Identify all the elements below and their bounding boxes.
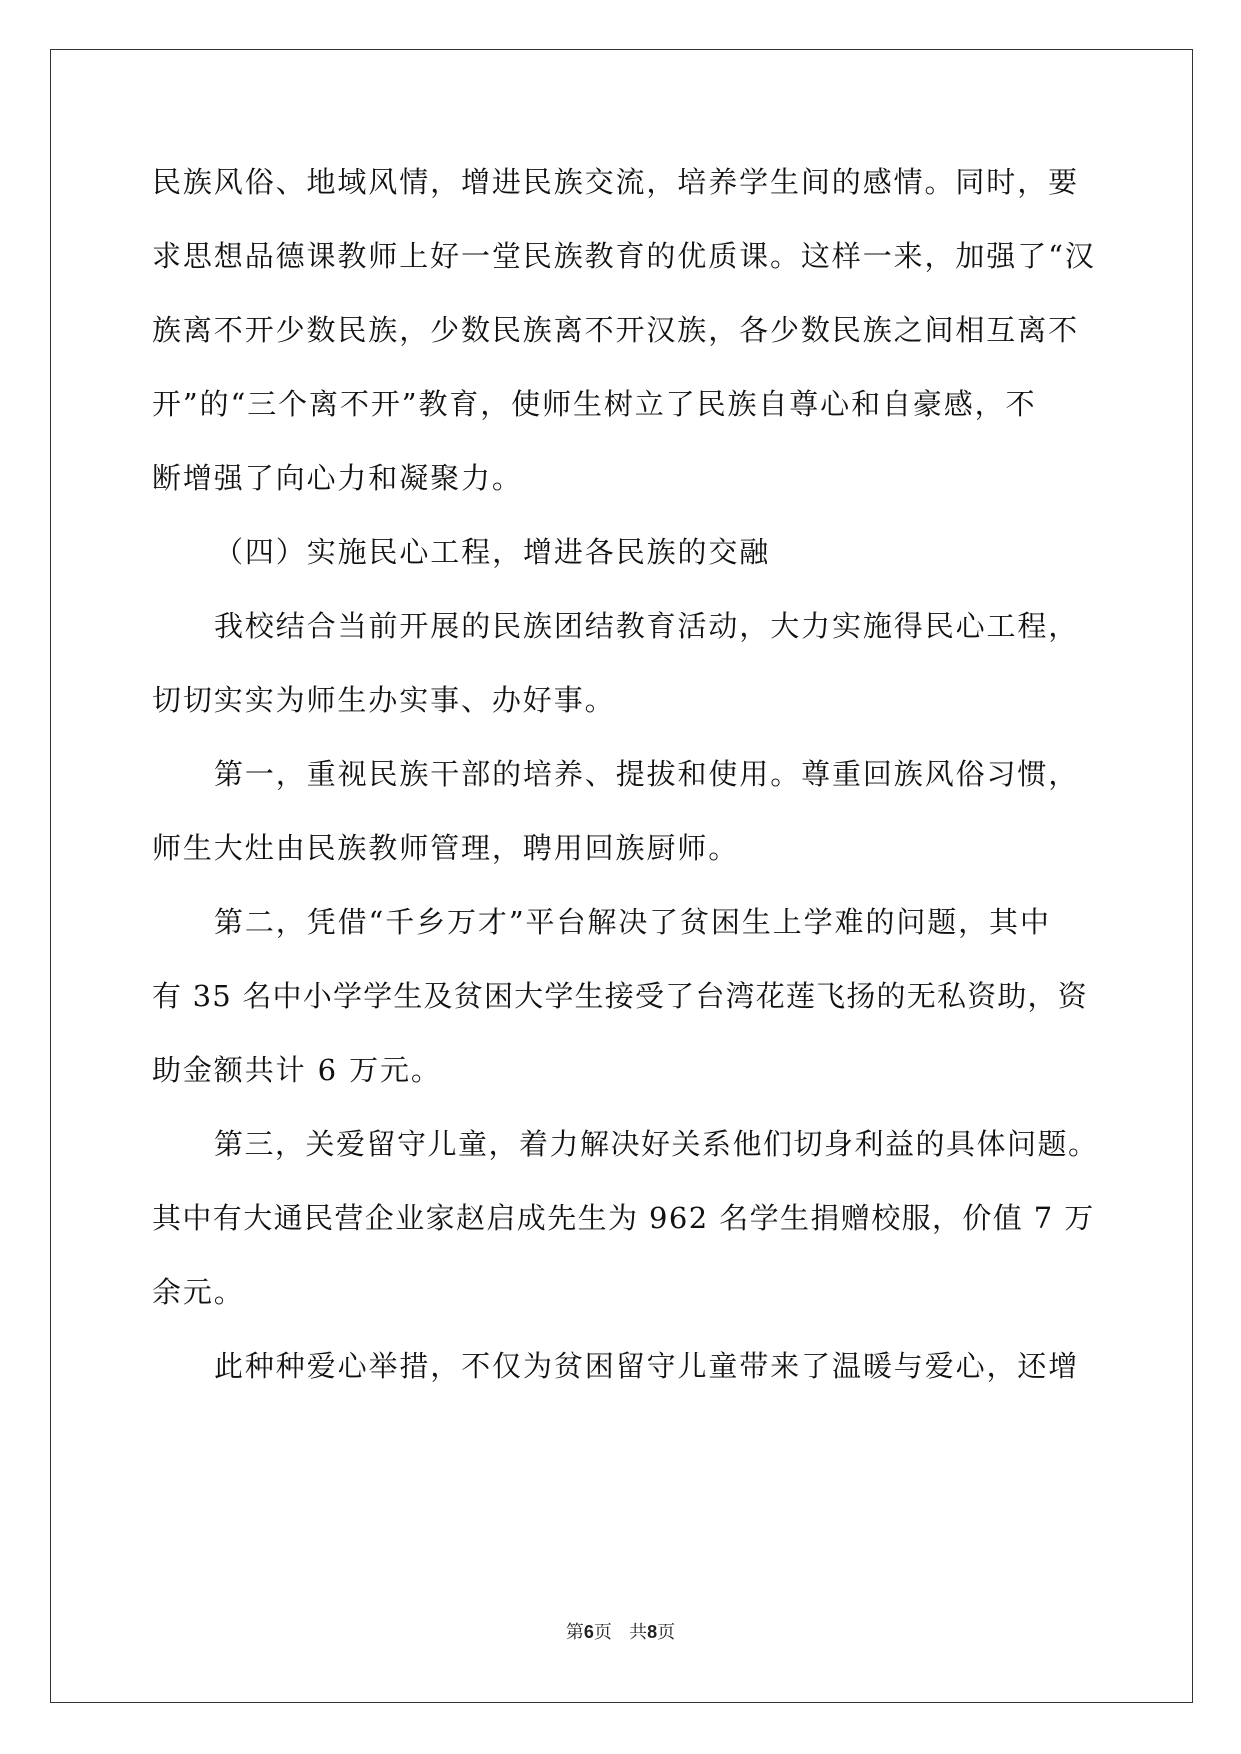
text-line: 求思想品德课教师上好一堂民族教育的优质课。这样一来，加强了“汉: [152, 239, 1096, 273]
section-heading: （四）实施民心工程，增进各民族的交融: [214, 535, 771, 569]
total-page-number: 8: [647, 1622, 658, 1642]
page-footer: [0, 1620, 1241, 1645]
text-line: 此种种爱心举措，不仅为贫困留守儿童带来了温暖与爱心，还增: [214, 1349, 1080, 1383]
text-line: 族离不开少数民族，少数民族离不开汉族，各少数民族之间相互离不: [152, 313, 1080, 347]
current-page-number: 6: [583, 1622, 594, 1642]
text-line: 我校结合当前开展的民族团结教育活动，大力实施得民心工程，: [214, 609, 1080, 643]
page-border: [50, 49, 1193, 1703]
text-line: 师生大灶由民族教师管理，聘用回族厨师。: [152, 831, 740, 865]
text-line: 第一，重视民族干部的培养、提拔和使用。尊重回族风俗习惯，: [214, 757, 1080, 791]
text-line: 开”的“三个离不开”教育，使师生树立了民族自尊心和自豪感，不: [152, 387, 1037, 421]
text-line: 切切实实为师生办实事、办好事。: [152, 683, 616, 717]
text-line: 第二，凭借“千乡万才”平台解决了贫困生上学难的问题，其中: [214, 905, 1051, 939]
text-line: 第三，关爱留守儿童，着力解决好关系他们切身利益的具体问题。: [214, 1127, 1099, 1161]
text-line: 有 35 名中小学学生及贫困大学生接受了台湾花莲飞扬的无私资助，资: [152, 979, 1088, 1013]
footer-total-suffix: 页: [657, 1622, 676, 1643]
footer-page-suffix: 页: [593, 1622, 612, 1643]
text-line: 民族风俗、地域风情，增进民族交流，培养学生间的感情。同时，要: [152, 165, 1080, 199]
text-line: 助金额共计 6 万元。: [152, 1053, 442, 1087]
text-line: 余元。: [152, 1275, 245, 1309]
text-line: 断增强了向心力和凝聚力。: [152, 461, 523, 495]
text-line: 其中有大通民营企业家赵启成先生为 962 名学生捐赠校服，价值 7 万: [152, 1201, 1095, 1235]
footer-prefix: 第: [565, 1622, 584, 1643]
footer-total-prefix: 共: [629, 1622, 648, 1643]
